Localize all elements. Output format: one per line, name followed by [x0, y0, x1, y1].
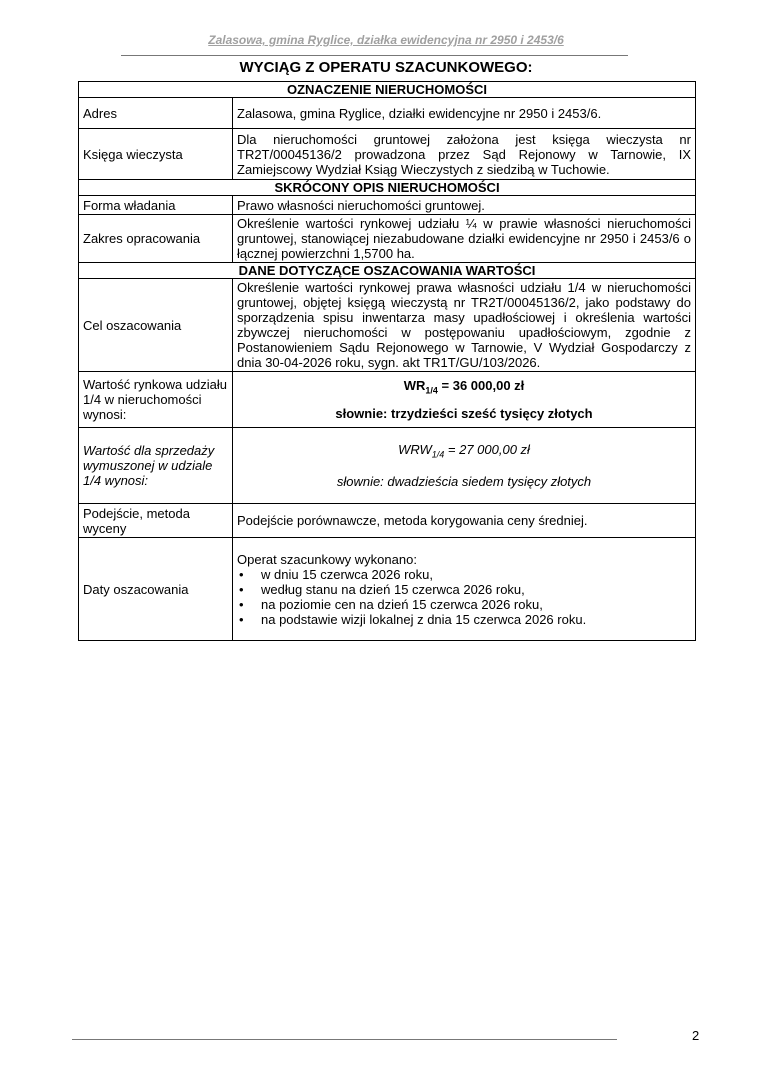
row-value-forced-sale-value: [233, 428, 696, 504]
header-divider: [121, 55, 628, 56]
dates-list-item: • w dniu 15 czerwca 2026 roku,: [237, 567, 691, 582]
section-heading-description: SKRÓCONY OPIS NIERUCHOMOŚCI: [79, 180, 696, 196]
row-label-method: Podejście, metoda wyceny: [79, 504, 233, 538]
row-label-address: Adres: [79, 98, 233, 129]
row-label-land-register: Księga wieczysta: [79, 129, 233, 180]
page-number: 2: [692, 1028, 700, 1043]
forced-value-symbol: WRW: [398, 441, 432, 457]
dates-intro: Operat szacunkowy wykonano:: [237, 551, 417, 567]
section-heading-valuation: DANE DOTYCZĄCE OSZACOWANIA WARTOŚCI: [79, 263, 696, 279]
row-label-dates: Daty oszacowania: [79, 538, 233, 641]
row-value-market-value: [233, 372, 696, 428]
row-value-method: Podejście porównawcze, metoda korygowania ceny średniej.: [233, 504, 696, 538]
forced-value-amount: = 27 000,00 zł: [444, 441, 530, 457]
row-value-ownership: Prawo własności nieruchomości gruntowej.: [233, 196, 696, 215]
forced-value-subscript: 1/4: [431, 449, 445, 460]
row-label-market-value: Wartość rynkowa udziału 1/4 w nieruchomości wynosi:: [79, 372, 233, 428]
dates-list: [237, 567, 691, 627]
row-label-purpose: Cel oszacowania: [79, 279, 233, 372]
row-value-scope: Określenie wartości rynkowej udziału ¼ w prawie własności nieruchomości gruntowej, stanowiącej niezabudowane działki ewidencyjne nr 2950 i 2453/6 o łącznej powierzchni 1,5700 ha.: [233, 215, 696, 263]
market-value-amount: = 36 000,00 zł: [437, 377, 525, 393]
row-value-land-register: Dla nieruchomości gruntowej założona jest księga wieczysta nr TR2T/00045136/2 prowadzona przez Sąd Rejonowy w Tarnowie, IX Zamiejscowy Wydział Ksiąg Wieczystych z siedzibą w Tuchowie.: [233, 129, 696, 180]
dates-list-item: • na podstawie wizji lokalnej z dnia 15 czerwca 2026 roku.: [237, 612, 691, 627]
dates-list-item: • na poziomie cen na dzień 15 czerwca 2026 roku,: [237, 597, 691, 612]
row-label-scope: Zakres opracowania: [79, 215, 233, 263]
row-value-address: Zalasowa, gmina Ryglice, działki ewidencyjne nr 2950 i 2453/6.: [233, 98, 696, 129]
footer-divider: [72, 1039, 617, 1040]
section-heading-property: OZNACZENIE NIERUCHOMOŚCI: [79, 82, 696, 98]
document-title: WYCIĄG Z OPERATU SZACUNKOWEGO:: [239, 59, 533, 76]
row-label-forced-sale-value: Wartość dla sprzedaży wymuszonej w udziale 1/4 wynosi:: [79, 428, 233, 504]
market-value-symbol: WR: [403, 377, 426, 393]
dates-list-item: • według stanu na dzień 15 czerwca 2026 roku,: [237, 582, 691, 597]
row-label-ownership: Forma władania: [79, 196, 233, 215]
market-value-subscript: 1/4: [425, 385, 438, 396]
row-value-dates: [233, 538, 696, 641]
forced-value-words: słownie: dwadzieścia siedem tysięcy złotych: [336, 474, 592, 490]
row-value-purpose: Określenie wartości rynkowej prawa własności udziału 1/4 w nieruchomości gruntowej, objętej księgą wieczystą nr TR2T/00045136/2, jako podstawy do sporządzenia spisu inwentarza masy upadłościowej i określenia wartości zbywczej nieruchomości w postępowaniu upadłościowym, zgodnie z Postanowieniem Sądu Rejonowego w Tarnowie, V Wydział Gospodarczy z dnia 30-04-2026 roku, sygn. akt TR1T/GU/103/2026.: [233, 279, 696, 372]
market-value-words: słownie: trzydzieści sześć tysięcy złotych: [335, 406, 593, 422]
appraisal-table: [78, 81, 696, 641]
running-header: Zalasowa, gmina Ryglice, działka ewidencyjna nr 2950 i 2453/6: [208, 33, 564, 47]
